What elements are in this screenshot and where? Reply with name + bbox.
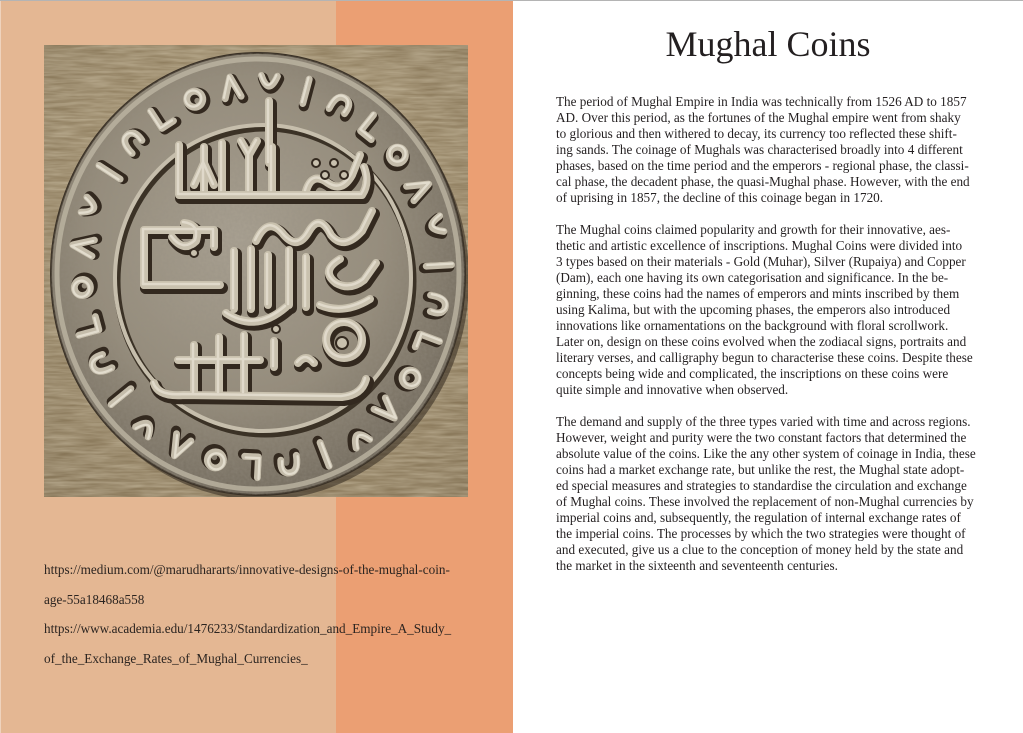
paragraph-line: using Kalima, but with the upcoming phases, the emperors also introduced: [556, 302, 951, 317]
paragraph-line: 3 types based on their materials - Gold (Muhar), Silver (Rupaiya) and Copper: [556, 254, 966, 269]
paragraph-line: (Dam), each one having its own categorisation and significance. In the be-: [556, 270, 949, 285]
legend-glyph: [427, 264, 452, 265]
paragraph-line: literary verses, and calligraphy begun to characterise these coins. Despite these: [556, 350, 973, 365]
paragraph-line: to glorious and then withered to decay, its currency too reflected these shift-: [556, 126, 957, 141]
paragraph-line: quite simple and innovative when observed.: [556, 382, 789, 397]
paragraph-line: innovations like ornamentations on the background with floral scrollwork.: [556, 318, 949, 333]
paragraph-line: absolute value of the coins. Like the any other system of coinage in India, these: [556, 446, 976, 461]
paragraph-line: cal phase, the decadent phase, the quasi-Mughal phase. However, with the end: [556, 174, 970, 189]
paragraph-line: phases, based on the time period and the emperors - regional phase, the classi-: [556, 158, 969, 173]
paragraph-line: ing sands. The coinage of Mughals was characterised broadly into 4 different: [556, 142, 963, 157]
source-links: [44, 555, 504, 673]
source-url: [44, 555, 504, 614]
source-url-line: age-55a18468a558: [44, 591, 145, 607]
paragraph-line: ginning, these coins had the names of emperors and mints inscribed by them: [556, 286, 960, 301]
coin-illustration: [44, 45, 468, 497]
paragraph: [556, 414, 996, 574]
paragraph-line: Later on, design on these coins evolved when the zodiacal signs, portraits and: [556, 334, 967, 349]
paragraph-line: The Mughal coins claimed popularity and growth for their innovative, aes-: [556, 222, 951, 237]
paragraph-line: ed special measures and strategies to standardise the circulation and exchange: [556, 478, 967, 493]
paragraph-line: of uprising in 1857, the decline of this coinage began in 1720.: [556, 190, 884, 205]
page-title: Mughal Coins: [665, 24, 871, 64]
source-url-line: of_the_Exchange_Rates_of_Mughal_Currencies_: [44, 650, 308, 666]
paragraph-line: the market in the sixteenth and seventeenth centuries.: [556, 558, 838, 573]
paragraph-line: However, weight and purity were the two constant factors that determined the: [556, 430, 967, 445]
paragraph-line: thetic and artistic excellence of inscriptions. Mughal Coins were divided into: [556, 238, 963, 253]
source-url-line: https://medium.com/@marudhararts/innovative-designs-of-the-mughal-coin-: [44, 562, 450, 577]
paragraph-line: and executed, give us a clue to the conception of money held by the state and: [556, 542, 964, 557]
article-body: [556, 94, 996, 590]
paragraph-line: coins had a market exchange rate, but unlike the rest, the Mughal state adopt-: [556, 462, 965, 477]
paragraph-line: AD. Over this period, as the fortunes of the Mughal empire went from shaky: [556, 110, 961, 125]
paragraph-line: The period of Mughal Empire in India was technically from 1526 AD to 1857: [556, 94, 967, 109]
paragraph-line: the imperial coins. The processes by which the two strategies were thought of: [556, 526, 966, 541]
source-url-line: https://www.academia.edu/1476233/Standardization_and_Empire_A_Study_: [44, 621, 452, 636]
paragraph-line: concepts being wide and complicated, the inscriptions on these coins were: [556, 366, 949, 381]
paragraph-line: imperial coins and, subsequently, the regulation of internal exchange rates of: [556, 510, 961, 525]
paragraph-line: of Mughal coins. These involved the replacement of non-Mughal currencies by: [556, 494, 974, 509]
paragraph: [556, 222, 996, 398]
coin-photo: [44, 45, 468, 497]
paragraph: [556, 94, 996, 206]
source-url: [44, 614, 504, 673]
paragraph-line: The demand and supply of the three types varied with time and across regions.: [556, 414, 971, 429]
